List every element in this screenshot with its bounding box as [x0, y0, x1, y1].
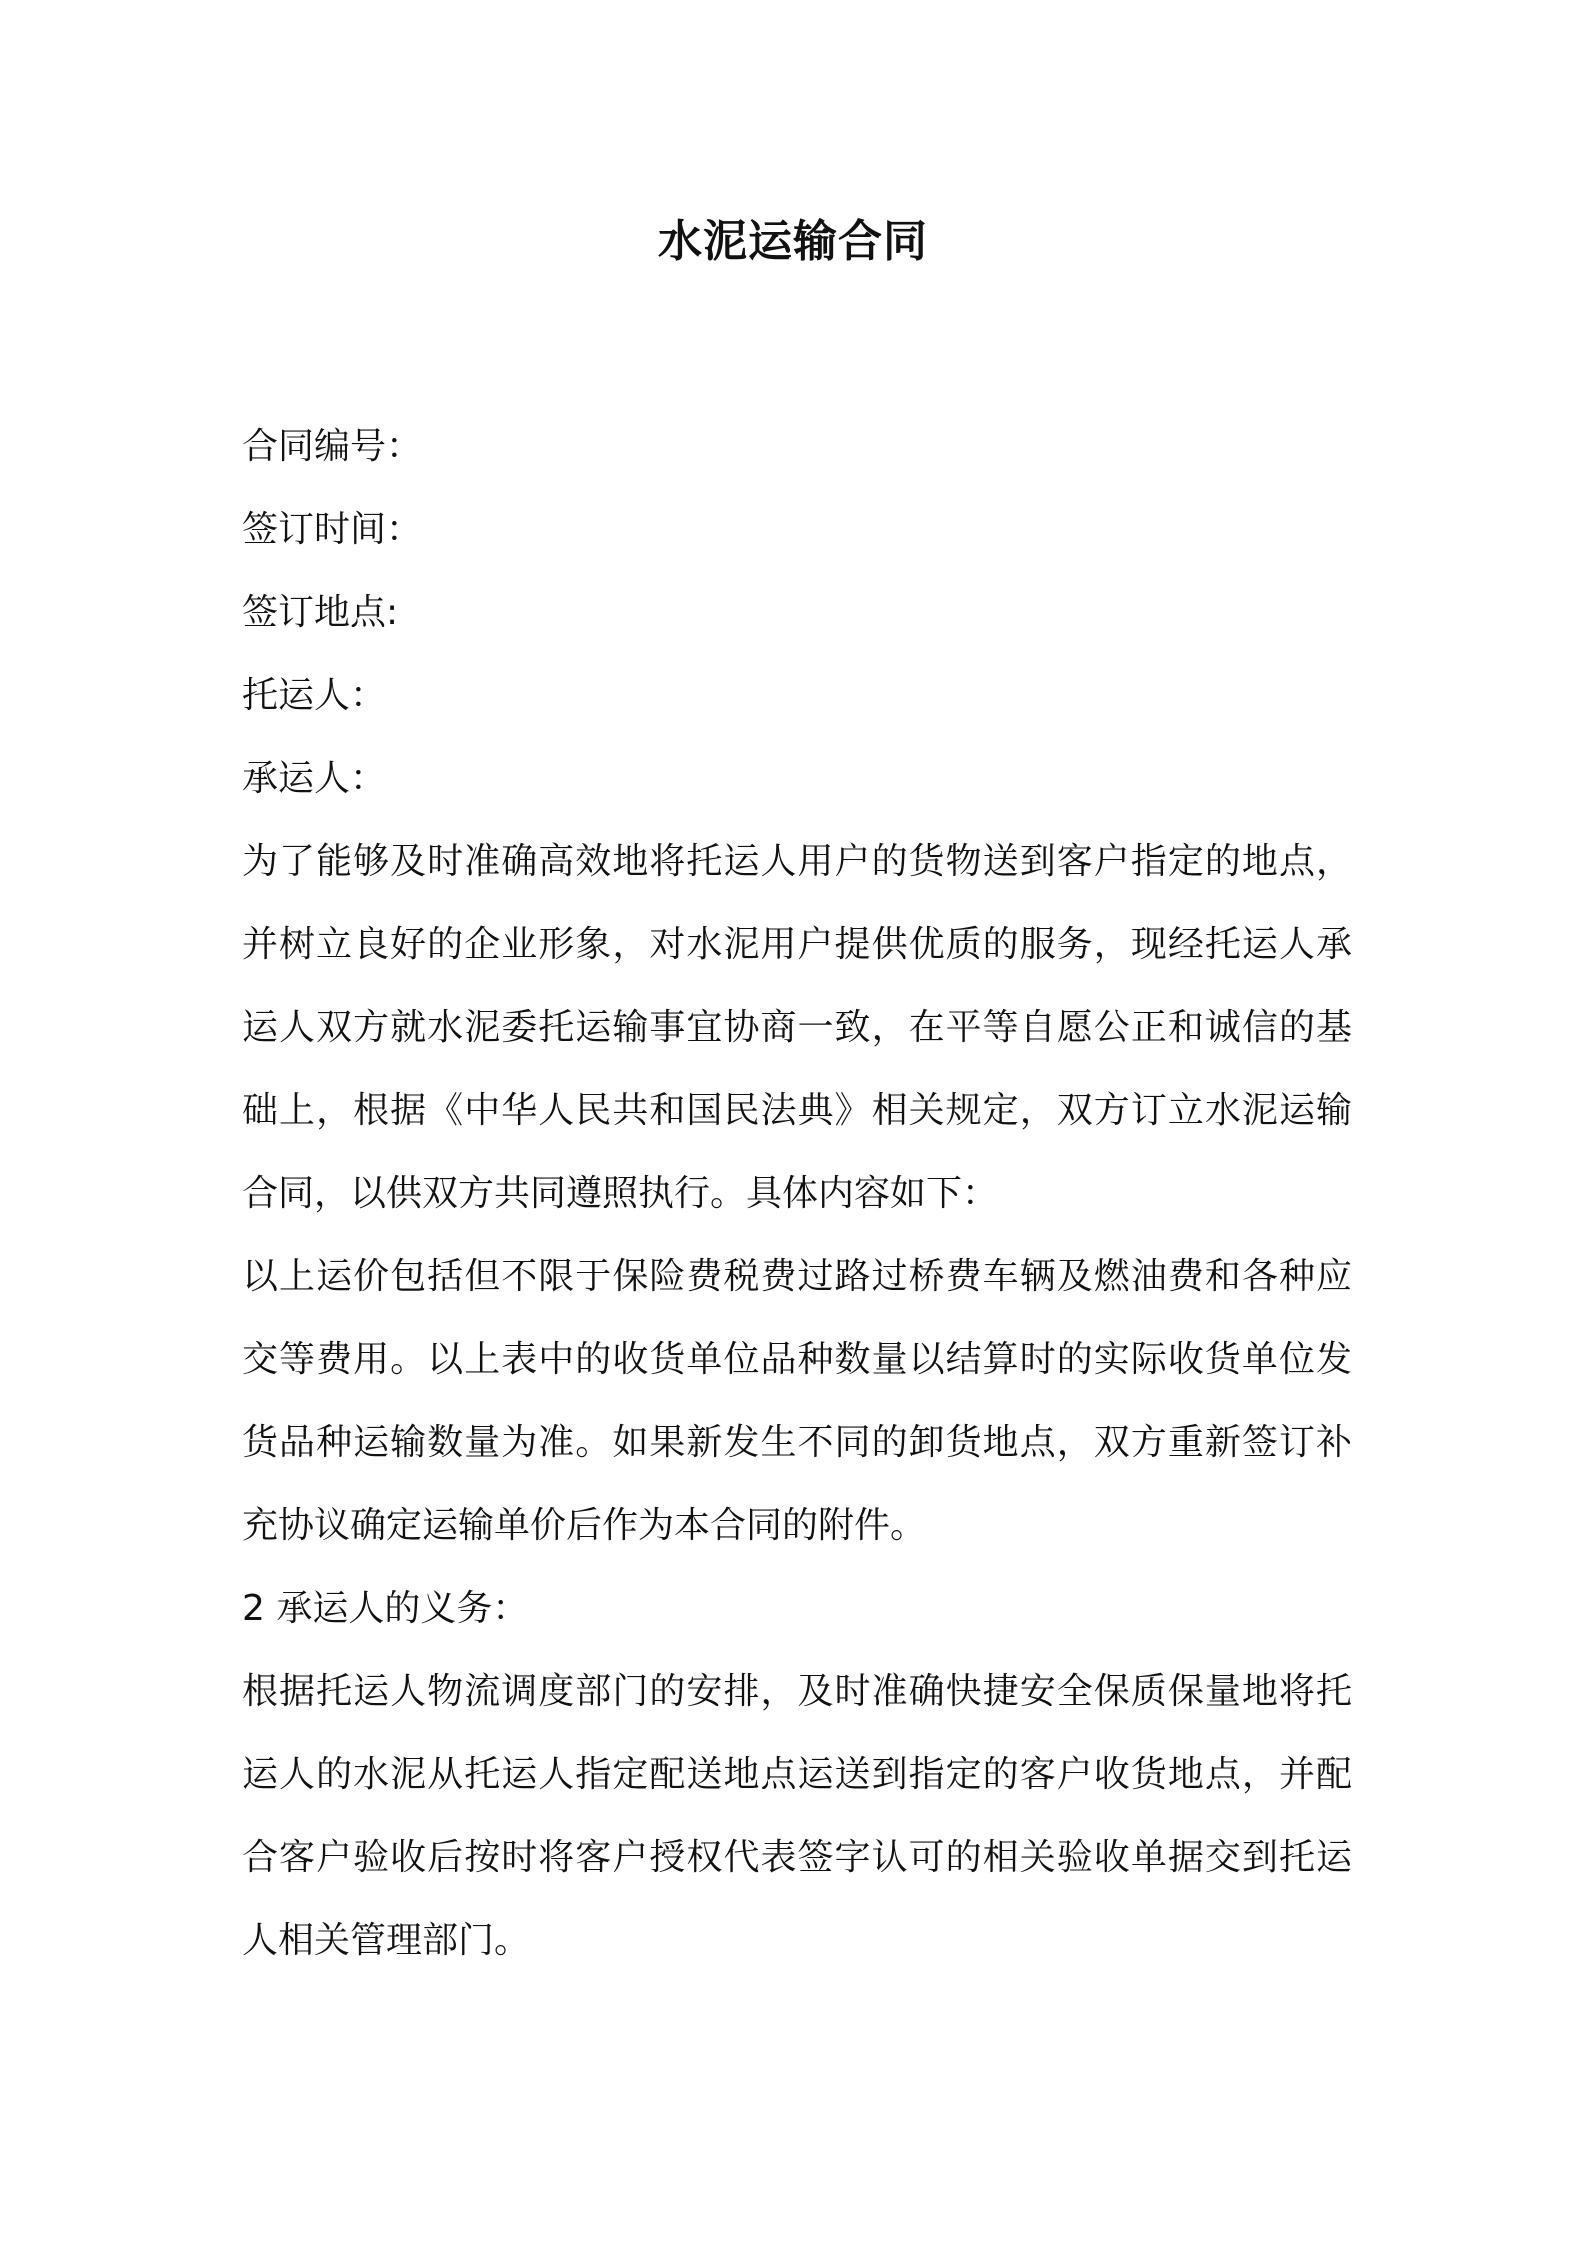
signing-date-field: 签订时间： — [242, 509, 423, 550]
shipper-field: 托运人： — [242, 675, 387, 716]
carrier-field: 承运人： — [242, 758, 387, 799]
document-title: 水泥运输合同 — [658, 216, 928, 267]
signing-place-field: 签订地点: — [242, 592, 399, 633]
section-2-paragraph: 根据托运人物流调度部门的安排，及时准确快捷安全保质保量地将托运人的水泥从托运人指定配送地点运送到指定的客户收货地点，并配合客户验收后按时将客户授权代表签字认可的相关验收单据交到托运人相关管理部门。 — [242, 1671, 1352, 1961]
intro-paragraph: 为了能够及时准确高效地将托运人用户的货物送到客户指定的地点，并树立良好的企业形象，对水泥用户提供优质的服务，现经托运人承运人双方就水泥委托运输事宜协商一致，在平等自愿公正和诚信的基础上，根据《中华人民共和国民法典》相关规定，双方订立水泥运输合同，以供双方共同遵照执行。具体内容如下： — [242, 841, 1352, 1214]
document-body — [242, 405, 1352, 1982]
price-note-paragraph: 以上运价包括但不限于保险费税费过路过桥费车辆及燃油费和各种应交等费用。以上表中的收货单位品种数量以结算时的实际收货单位发货品种运输数量为准。如果新发生不同的卸货地点，双方重新签订补充协议确定运输单价后作为本合同的附件。 — [242, 1256, 1352, 1546]
section-2-heading: 2 承运人的义务： — [242, 1588, 529, 1629]
contract-number-field: 合同编号： — [242, 426, 423, 467]
